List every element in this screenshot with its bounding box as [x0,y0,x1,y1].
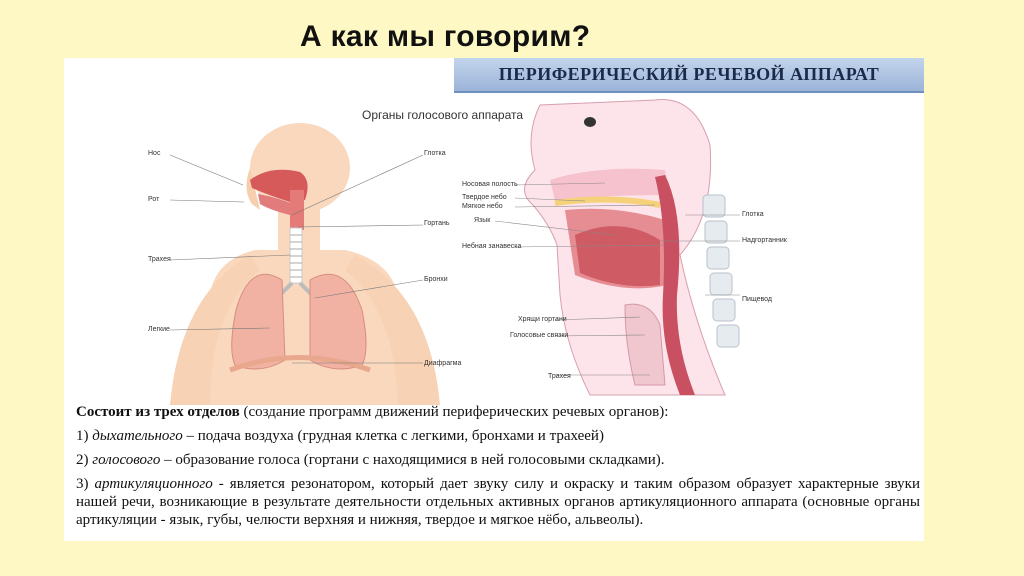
label-cartilages: Хрящи гортани [518,316,567,323]
item-1-term: дыхательного [92,428,183,444]
item-3-term: артикуляционного [94,476,213,492]
slide-title: А как мы говорим? [300,20,591,53]
label-esophagus: Пищевод [742,296,772,303]
label-velum: Небная занавеска [462,243,522,250]
item-3 [76,475,920,529]
item-1-rest: – подача воздуха (грудная клетка с легкими, бронхами и трахеей) [182,428,604,444]
intro-rest: (создание программ движений периферических речевых органов): [239,404,669,420]
label-right-trachea: Трахея [548,373,571,380]
label-pharynx: Глотка [424,150,446,157]
respiratory-organs-illustration [140,120,470,405]
label-hard-palate: Твердое небо [462,194,507,201]
label-soft-palate: Мягкое небо [462,203,503,210]
figure-caption: Органы голосового аппарата [362,108,524,122]
label-bronchi: Бронхи [424,276,448,283]
section-banner [454,58,924,93]
label-diaphragm: Диафрагма [424,360,462,367]
label-nasal-cavity: Носовая полость [462,181,518,188]
description-text [76,403,920,535]
label-trachea: Трахея [148,256,171,263]
item-3-rest: - является резонатором, который дает звуку силу и окраску и таким образом образует характерные звуки нашей речи, возникающие в результате деятельности отдельных активных органов артикуляционного аппарата (основные органы артикуляции - язык, губы, челюсти верхняя и нижняя, твердое и мягкое нёбо, альвеолы). [76,476,920,528]
banner-text: ПЕРИФЕРИЧЕСКИЙ РЕЧЕВОЙ АППАРАТ [498,64,880,84]
intro-paragraph [76,403,920,421]
item-1-num: 1) [76,428,93,444]
item-2 [76,451,920,469]
item-1 [76,427,920,445]
label-lungs: Легкие [148,326,170,333]
label-tongue: Язык [474,217,491,224]
item-2-num: 2) [76,452,93,468]
item-2-term: голосового [92,452,161,468]
item-2-rest: – образование голоса (гортани с находящимися в ней голосовыми складками). [160,452,665,468]
item-3-num: 3) [76,476,95,492]
intro-bold: Состоит из трех отделов [76,404,240,420]
label-epiglottis: Надгортанник [742,237,787,244]
label-mouth: Рот [148,196,160,203]
label-nose: Нос [148,150,161,157]
label-vocal-cords: Голосовые связки [510,332,569,339]
label-larynx: Гортань [424,220,450,227]
label-right-pharynx: Глотка [742,211,764,218]
